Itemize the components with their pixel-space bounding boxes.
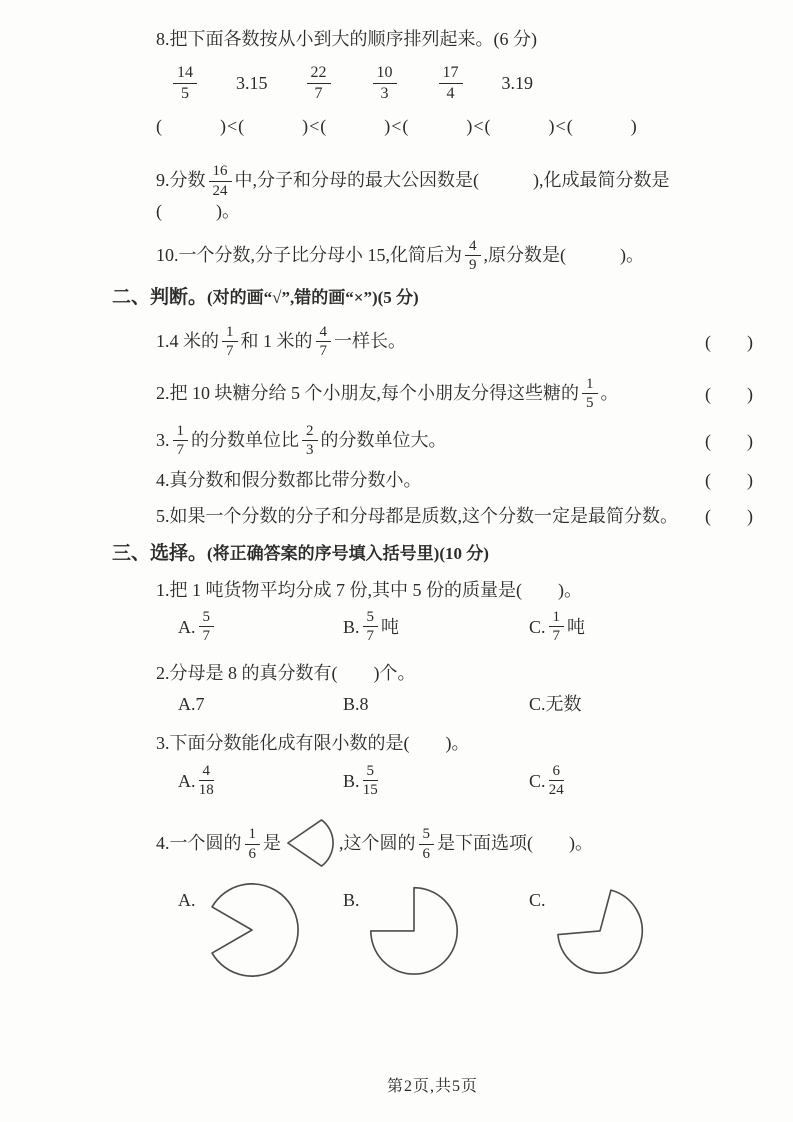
fraction-5-6: $\frac{5}{6}$ — [419, 826, 435, 861]
question-9-text-pre: 9.分数 — [156, 170, 206, 191]
fraction-2-3: $\frac{2}{3}$ — [302, 423, 318, 458]
judge-item-5-text: 5.如果一个分数的分子和分母都是质数,这个分数一定是最简分数。 — [156, 505, 678, 526]
pie-five-sixths-icon — [202, 879, 302, 981]
pie-missing-wedge-icon — [552, 879, 648, 979]
fraction-1-7: $\frac{1}{7}$ — [173, 423, 189, 458]
section-choice-title: 三、选择。 — [112, 543, 208, 565]
choice-q1-option-b: B. $\frac{5}{7}$ 吨 — [343, 609, 400, 645]
fraction-1-7: $\frac{1}{7}$ — [222, 324, 238, 359]
fraction-4-7: $\frac{4}{7}$ — [316, 324, 332, 359]
fraction-10-3: $\frac{10}{3}$ — [373, 64, 397, 102]
question-10-text-post: ,原分数是( )。 — [483, 244, 644, 265]
choice-q3-option-a: A. $\frac{4}{18}$ — [178, 762, 214, 798]
choice-q4-option-c: C. — [529, 879, 753, 979]
fraction-16-24: $\frac{16}{24}$ — [209, 163, 232, 198]
choice-q2-option-c: C.无数 — [529, 693, 582, 714]
choice-q1-options — [112, 610, 753, 645]
fraction-22-7: $\frac{22}{7}$ — [307, 64, 331, 102]
fraction-5-15: $\frac{5}{15}$ — [362, 762, 378, 798]
question-8-numbers — [112, 65, 753, 103]
page-indicator: 第2页,共5页 — [386, 1078, 478, 1096]
judge-item-3-text: 3. $\frac{1}{7}$ 的分数单位比 $\frac{2}{3}$ 的分数单位大。 — [156, 422, 447, 459]
question-8-answer-blanks: ( )<( )<( )<( )<( )<( ) — [156, 115, 638, 136]
choice-q1-text: 1.把 1 吨货物平均分成 7 份,其中 5 份的质量是( )。 — [156, 579, 582, 600]
choice-q3-option-b: B. $\frac{5}{15}$ — [343, 762, 378, 798]
fraction-1-7: $\frac{1}{7}$ — [549, 609, 565, 644]
judge-item-4-text: 4.真分数和假分数都比带分数小。 — [156, 470, 422, 491]
fraction-6-24: $\frac{6}{24}$ — [548, 762, 564, 798]
question-10 — [112, 239, 753, 274]
answer-bracket: ( ) — [705, 383, 753, 404]
answer-bracket: ( ) — [705, 430, 753, 451]
judge-item-1 — [112, 325, 753, 360]
sector-one-sixth-icon — [285, 815, 335, 871]
fraction-1-6: $\frac{1}{6}$ — [245, 826, 261, 861]
choice-q2-options — [112, 693, 753, 716]
choice-q2-option-b: B.8 — [343, 693, 369, 714]
judge-item-3 — [112, 424, 753, 459]
judge-item-2 — [112, 377, 753, 412]
judge-item-4 — [112, 469, 753, 492]
answer-bracket: ( ) — [705, 332, 753, 353]
choice-q1-option-c: C. $\frac{1}{7}$ 吨 — [529, 609, 586, 645]
answer-bracket: ( ) — [705, 470, 753, 491]
section-choice-header — [112, 542, 753, 567]
choice-q3-text: 3.下面分数能化成有限小数的是( )。 — [156, 733, 470, 754]
choice-q2-option-a: A.7 — [178, 693, 205, 714]
section-choice-note: (将正确答案的序号填入括号里)(10 分) — [207, 544, 489, 564]
pie-three-quarters-icon — [366, 879, 462, 979]
choice-q4-option-a: A. — [178, 879, 343, 981]
section-judge-header — [112, 286, 753, 311]
choice-q2-text: 2.分母是 8 的真分数有( )个。 — [156, 662, 416, 683]
fraction-5-7: $\frac{5}{7}$ — [363, 609, 379, 644]
fraction-5-7: $\frac{5}{7}$ — [199, 609, 215, 644]
question-8-title: 8.把下面各数按从小到大的顺序排列起来。(6 分) — [156, 29, 537, 49]
fraction-4-9: $\frac{4}{9}$ — [465, 238, 481, 273]
question-9 — [112, 164, 753, 223]
question-9-text-post: 中,分子和分母的最大公因数是( ),化成最简分数是( )。 — [156, 170, 670, 221]
section-judge-note: (对的画“√”,错的画“×”)(5 分) — [207, 288, 419, 308]
fraction-4-18: $\frac{4}{18}$ — [198, 762, 214, 798]
choice-q3-option-c: C. $\frac{6}{24}$ — [529, 762, 564, 798]
fraction-17-4: $\frac{17}{4}$ — [439, 64, 463, 102]
choice-q1-option-a: A. $\frac{5}{7}$ — [178, 610, 343, 645]
decimal-number: 3.15 — [236, 73, 268, 94]
choice-q4-shape-options — [112, 879, 753, 981]
decimal-number: 3.19 — [501, 73, 533, 94]
choice-q4-text: 4.一个圆的 $\frac{1}{6}$ 是 ,这个圆的 $\frac{5}{6}$ 是下面选项( )。 — [112, 817, 753, 873]
judge-item-1-text: 1.4 米的 $\frac{1}{7}$ 和 1 米的 $\frac{4}{7}$ 一样长。 — [156, 324, 406, 360]
answer-bracket: ( ) — [705, 505, 753, 526]
choice-q4-option-b: B. — [343, 879, 529, 979]
question-10-text-pre: 10.一个分数,分子比分母小 15,化简后为 — [156, 244, 462, 265]
fraction-1-5: $\frac{1}{5}$ — [582, 376, 598, 411]
choice-q3-options — [112, 764, 753, 799]
judge-item-5 — [112, 505, 753, 528]
section-judge-title: 二、判断。 — [112, 287, 208, 309]
fraction-14-5: $\frac{14}{5}$ — [173, 64, 197, 102]
judge-item-2-text: 2.把 10 块糖分给 5 个小朋友,每个小朋友分得这些糖的 $\frac{1}{5}$ 。 — [156, 375, 619, 411]
